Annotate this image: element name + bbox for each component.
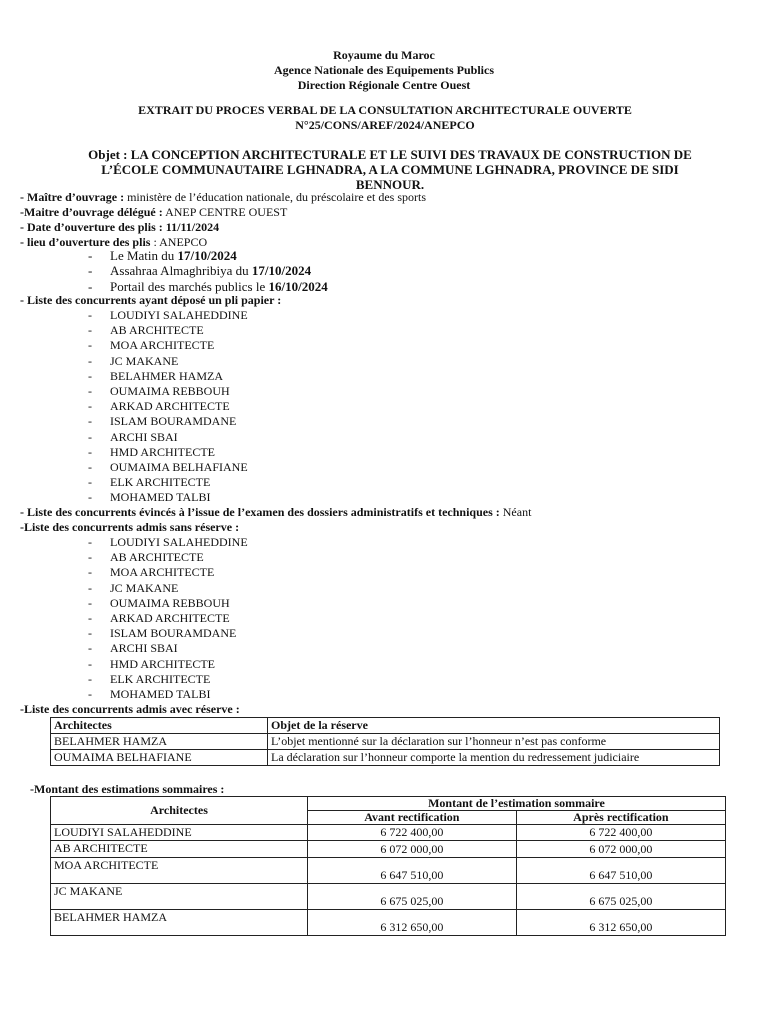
list-item: - MOA ARCHITECTE	[88, 565, 248, 580]
table-cell: JC MAKANE	[51, 884, 308, 910]
publication-item: - Portail des marchés publics le 16/10/2024	[88, 279, 328, 294]
list-item: - LOUDIYI SALAHEDDINE	[88, 308, 248, 323]
column-header-apres: Après rectification	[516, 811, 725, 825]
table-row	[51, 734, 720, 750]
list-evinces-value: Néant	[499, 505, 532, 519]
title-reference: N°25/CONS/AREF/2024/ANEPCO	[295, 118, 475, 132]
list-admis	[88, 535, 248, 702]
list-evinces-label: - Liste des concurrents évincés à l’issue de l’examen des dossiers administratifs et techniques :	[20, 505, 500, 519]
table-row	[51, 825, 726, 841]
list-item: - ARCHI SBAI	[88, 430, 248, 445]
date-ouverture-line	[20, 220, 219, 235]
table-cell: L’objet mentionné sur la déclaration sur l’honneur n’est pas conforme	[268, 734, 720, 750]
list-item: - AB ARCHITECTE	[88, 323, 248, 338]
table-cell: 6 722 400,00	[308, 825, 517, 841]
list-item: - OUMAIMA BELHAFIANE	[88, 460, 248, 475]
list-evinces-line	[20, 505, 531, 520]
table-row	[51, 858, 726, 884]
header-kingdom: Royaume du Maroc	[333, 48, 435, 62]
publications-list	[88, 248, 328, 294]
list-item: - ARKAD ARCHITECTE	[88, 611, 248, 626]
list-item: - JC MAKANE	[88, 581, 248, 596]
list-depot-label: - Liste des concurrents ayant déposé un pli papier :	[20, 293, 282, 307]
table-cell: 6 675 025,00	[308, 884, 517, 910]
title-line1: EXTRAIT DU PROCES VERBAL DE LA CONSULTATION ARCHITECTURALE OUVERTE	[138, 103, 632, 117]
maitre-delegue-value: ANEP CENTRE OUEST	[162, 205, 288, 219]
column-header-montant: Montant de l’estimation sommaire	[308, 797, 726, 811]
list-item: - MOA ARCHITECTE	[88, 338, 248, 353]
table-cell: BELAHMER HAMZA	[51, 734, 268, 750]
list-admis-label: -Liste des concurrents admis sans réserve :	[20, 520, 240, 534]
column-header-architectes: Architectes	[51, 718, 268, 734]
table-cell: AB ARCHITECTE	[51, 841, 308, 858]
list-item: - OUMAIMA REBBOUH	[88, 384, 248, 399]
table-row	[51, 841, 726, 858]
date-ouverture-label: - Date d’ouverture des plis :	[20, 220, 163, 234]
list-depot	[88, 308, 248, 505]
table-cell: BELAHMER HAMZA	[51, 910, 308, 936]
table-cell: 6 072 000,00	[516, 841, 725, 858]
maitre-ouvrage-value: ministère de l’éducation nationale, du préscolaire et des sports	[124, 190, 426, 204]
reserve-table	[50, 717, 720, 766]
list-item: - OUMAIMA REBBOUH	[88, 596, 248, 611]
table-cell: 6 722 400,00	[516, 825, 725, 841]
table-cell: La déclaration sur l’honneur comporte la mention du redressement judiciaire	[268, 750, 720, 766]
column-header-architectes: Architectes	[51, 797, 308, 825]
list-item: - ISLAM BOURAMDANE	[88, 626, 248, 641]
list-item: - ARKAD ARCHITECTE	[88, 399, 248, 414]
list-item: - ISLAM BOURAMDANE	[88, 414, 248, 429]
table-cell: LOUDIYI SALAHEDDINE	[51, 825, 308, 841]
column-header-avant: Avant rectification	[308, 811, 517, 825]
estimations-table	[50, 796, 726, 936]
header-agency: Agence Nationale des Equipements Publics	[273, 63, 494, 77]
table-cell: 6 072 000,00	[308, 841, 517, 858]
objet-paragraph: Objet : LA CONCEPTION ARCHITECTURALE ET LE SUIVI DES TRAVAUX DE CONSTRUCTION DE L’ÉCOLE COMMUNAUTAIRE LGHNADRA, A LA COMMUNE LGHNADRA, PROVINCE DE SIDI BENNOUR.	[88, 147, 692, 192]
list-item: - AB ARCHITECTE	[88, 550, 248, 565]
lieu-ouverture-label: - lieu d’ouverture des plis	[20, 235, 151, 249]
table-row	[51, 750, 720, 766]
maitre-delegue-line	[20, 205, 287, 220]
lieu-ouverture-value: : ANEPCO	[150, 235, 208, 249]
list-reserve-label: -Liste des concurrents admis avec réserve :	[20, 702, 240, 716]
list-item: - MOHAMED TALBI	[88, 490, 248, 505]
list-item: - HMD ARCHITECTE	[88, 657, 248, 672]
table-cell: MOA ARCHITECTE	[51, 858, 308, 884]
list-item: - LOUDIYI SALAHEDDINE	[88, 535, 248, 550]
table-cell: 6 647 510,00	[308, 858, 517, 884]
header-direction: Direction Régionale Centre Ouest	[297, 78, 471, 92]
estimations-label: -Montant des estimations sommaires :	[30, 782, 225, 796]
table-cell: 6 675 025,00	[516, 884, 725, 910]
table-cell: 6 312 650,00	[516, 910, 725, 936]
table-cell: 6 647 510,00	[516, 858, 725, 884]
date-ouverture-value: 11/11/2024	[162, 220, 220, 234]
list-item: - HMD ARCHITECTE	[88, 445, 248, 460]
maitre-ouvrage-label: - Maître d’ouvrage :	[20, 190, 125, 204]
document-title	[60, 103, 710, 133]
maitre-delegue-label: -Maitre d’ouvrage délégué :	[20, 205, 163, 219]
list-item: - MOHAMED TALBI	[88, 687, 248, 702]
table-row	[51, 910, 726, 936]
column-header-objet: Objet de la réserve	[268, 718, 720, 734]
table-row	[51, 884, 726, 910]
list-item: - BELAHMER HAMZA	[88, 369, 248, 384]
list-item: - JC MAKANE	[88, 354, 248, 369]
table-header-row	[51, 718, 720, 734]
document-header	[0, 48, 768, 93]
publication-item: - Le Matin du 17/10/2024	[88, 248, 328, 263]
list-item: - ELK ARCHITECTE	[88, 672, 248, 687]
maitre-ouvrage-line	[20, 190, 426, 205]
table-cell: OUMAIMA BELHAFIANE	[51, 750, 268, 766]
list-item: - ARCHI SBAI	[88, 641, 248, 656]
list-item: - ELK ARCHITECTE	[88, 475, 248, 490]
publication-item: - Assahraa Almaghribiya du 17/10/2024	[88, 263, 328, 278]
table-cell: 6 312 650,00	[308, 910, 517, 936]
table-header-row	[51, 797, 726, 811]
